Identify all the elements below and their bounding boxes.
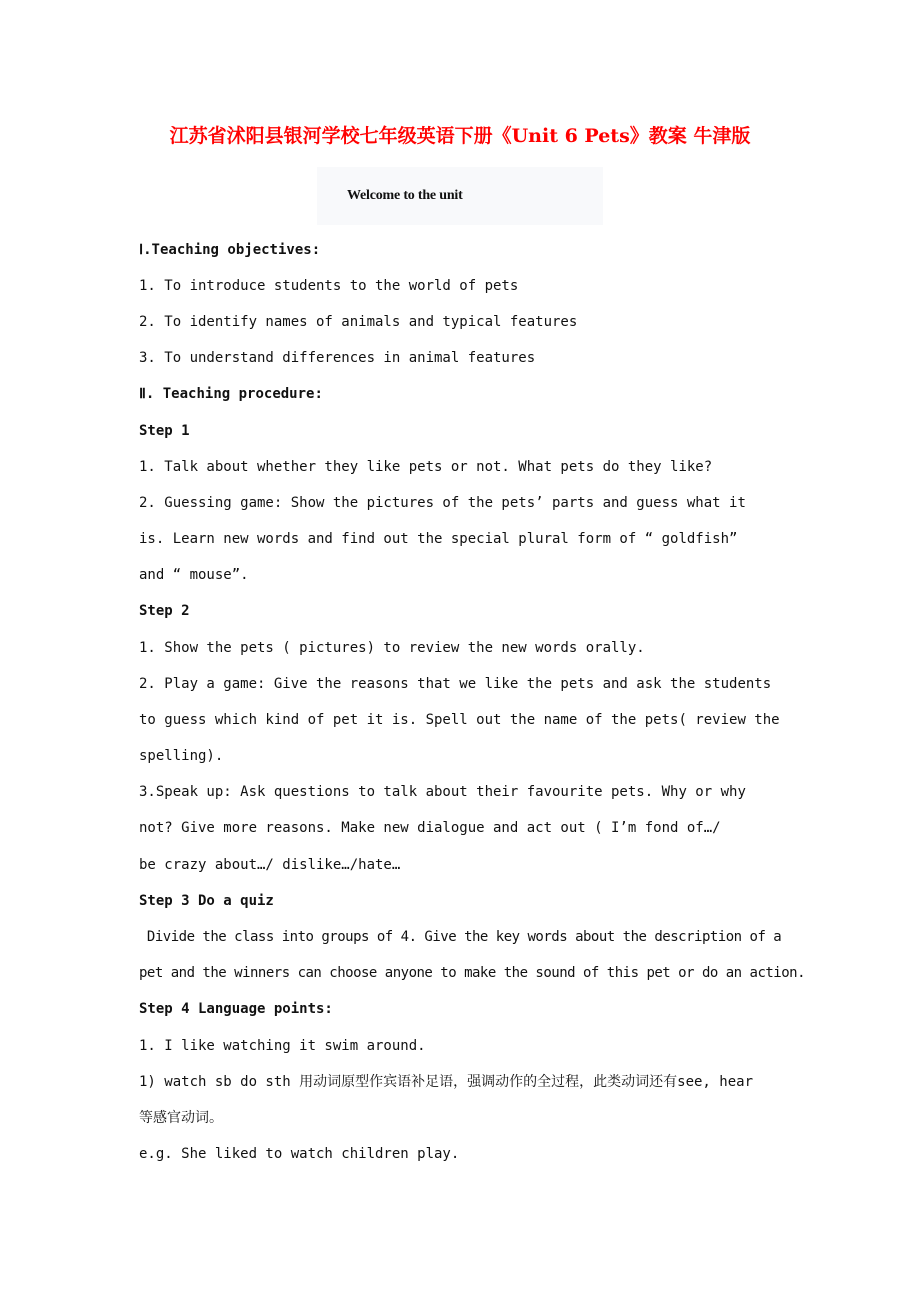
body-line: 1. I like watching it swim around. (139, 1038, 426, 1054)
step-heading: Step 1 (139, 423, 190, 439)
body-line: 1. Talk about whether they like pets or not. What pets do they like? (139, 459, 713, 475)
body-line: to guess which kind of pet it is. Spell out the name of the pets( review the (139, 712, 780, 728)
body-line: 2. Guessing game: Show the pictures of the pets’ parts and guess what it (139, 495, 746, 511)
body-line: pet and the winners can choose anyone to make the sound of this pet or do an action. (139, 965, 806, 981)
body-line: 等感官动词。 (139, 1110, 223, 1126)
body-line: spelling). (139, 748, 224, 764)
body-line: be crazy about…/ dislike…/hate… (139, 857, 401, 873)
objective-item: 3. To understand differences in animal features (139, 350, 536, 366)
objective-item: 1. To introduce students to the world of pets (139, 278, 519, 294)
body-line: is. Learn new words and find out the special plural form of “ goldfish” (139, 531, 738, 547)
unit-banner (317, 167, 603, 225)
body-line: e.g. She liked to watch children play. (139, 1146, 460, 1162)
step-heading: Step 2 (139, 603, 190, 619)
document-title: 江苏省沭阳县银河学校七年级英语下册《Unit 6 Pets》教案 牛津版 (169, 125, 751, 147)
unit-banner-text: Welcome to the unit (347, 188, 463, 203)
section-heading-objectives: Ⅰ.Teaching objectives: (139, 242, 321, 258)
body-line: 2. Play a game: Give the reasons that we like the pets and ask the students (139, 676, 772, 692)
body-line: not? Give more reasons. Make new dialogue and act out ( I’m fond of…/ (139, 820, 721, 836)
step-heading: Step 4 Language points: (139, 1001, 333, 1017)
step-heading: Step 3 Do a quiz (139, 893, 274, 909)
section-heading-procedure: Ⅱ. Teaching procedure: (139, 386, 323, 402)
body-line: 3.Speak up: Ask questions to talk about their favourite pets. Why or why (139, 784, 746, 800)
body-line: 1) watch sb do sth 用动词原型作宾语补足语，强调动作的全过程，此类动词还有see, hear (139, 1074, 754, 1090)
body-line: and “ mouse”. (139, 567, 249, 583)
objective-item: 2. To identify names of animals and typical features (139, 314, 578, 330)
body-line: Divide the class into groups of 4. Give the key words about the description of a (139, 929, 782, 945)
body-line: 1. Show the pets ( pictures) to review the new words orally. (139, 640, 645, 656)
